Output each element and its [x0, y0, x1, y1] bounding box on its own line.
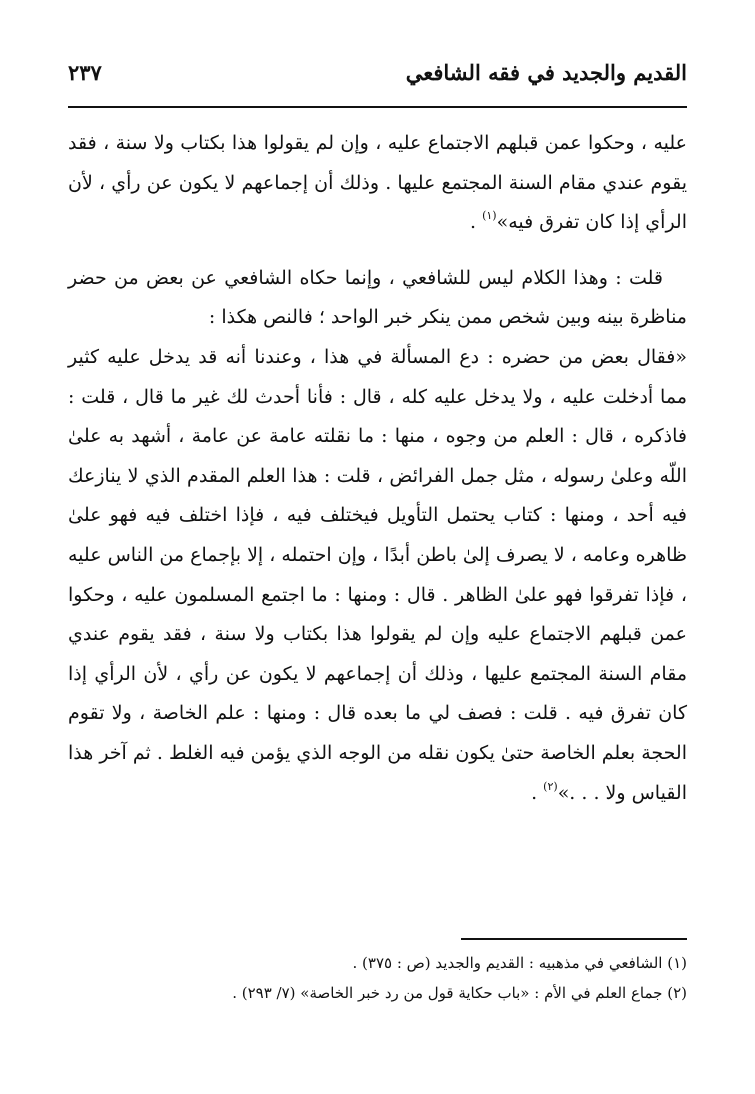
- main-text: [68, 124, 687, 813]
- paragraph-3-end: .: [531, 781, 544, 804]
- footnote-ref-2: (٢): [543, 779, 558, 793]
- footnote-divider: [461, 938, 687, 940]
- footnote-ref-1: (١): [482, 209, 497, 223]
- footnote-2: (٢) جماع العلم في الأم : «باب حكاية قول من رد خبر الخاصة» (٧/ ٢٩٣) .: [232, 984, 687, 1002]
- paragraph-3-text: «فقال بعض من حضره : دع المسألة في هذا ، وعندنا أنه قد يدخل عليه كثير مما أدخلت عليه ، ولا يدخل عليه كله ، قال : فأنا أحدث لك غير ما قال ، قلت : فاذكره ، قال : العلم من وجوه ، منها : ما نقلته عامة عن عامة ، أشهد به علىٰ اللّه وعلىٰ رسوله ، مثل جمل الفرائض ، قلت : هذا العلم المقدم الذي لا ينازعك فيه أحد ، ومنها : كتاب يحتمل التأويل فيختلف فيه ، فإذا اختلف فيه فهو علىٰ ظاهره وعامه ، لا يصرف إلىٰ باطن أبدًا ، وإن احتمله ، إلا بإجماع من الناس عليه ، فإذا تفرقوا فهو علىٰ الظاهر . قال : ومنها : ما اجتمع المسلمون عليه ، وحكوا عمن قبلهم الاجتماع عليه وإن لم يقولوا هذا بكتاب ولا سنة ، فقد يقوم عندي مقام السنة المجتمع عليها ، وذلك أن إجماعهم لا يكون عن رأي ، لأن الرأي إذا كان تفرق فيه . قلت : فصف لي ما بعده قال : ومنها : علم الخاصة ، ولا تقوم الحجة بعلم الخاصة حتىٰ يكون نقله من الوجه الذي يؤمن فيه الغلط . ثم آخر هذا القياس ولا . . .»: [68, 345, 687, 804]
- running-title: القديم والجديد في فقه الشافعي: [405, 60, 687, 85]
- footnote-1: (١) الشافعي في مذهبيه : القديم والجديد (ص : ٣٧٥) .: [352, 954, 687, 972]
- paragraph-2: قلت : وهذا الكلام ليس للشافعي ، وإنما حكاه الشافعي عن بعض من حضر مناظرة بينه وبين شخص ممن ينكر خبر الواحد ؛ فالنص هكذا :: [68, 266, 687, 329]
- paragraph-1-end: .: [469, 211, 483, 234]
- paragraph-1-text: عليه ، وحكوا عمن قبلهم الاجتماع عليه ، وإن لم يقولوا هذا بكتاب ولا سنة ، فقد يقوم عندي مقام السنة المجتمع عليها . وذلك أن إجماعهم لا يكون عن رأي ، لأن الرأي إذا كان تفرق فيه»: [68, 132, 687, 234]
- page-number: ٢٣٧: [68, 60, 102, 85]
- paragraph-3: [68, 338, 687, 813]
- running-header: [68, 60, 687, 96]
- paragraph-1: [68, 124, 687, 243]
- footnotes: [68, 948, 687, 1008]
- header-divider: [68, 106, 687, 108]
